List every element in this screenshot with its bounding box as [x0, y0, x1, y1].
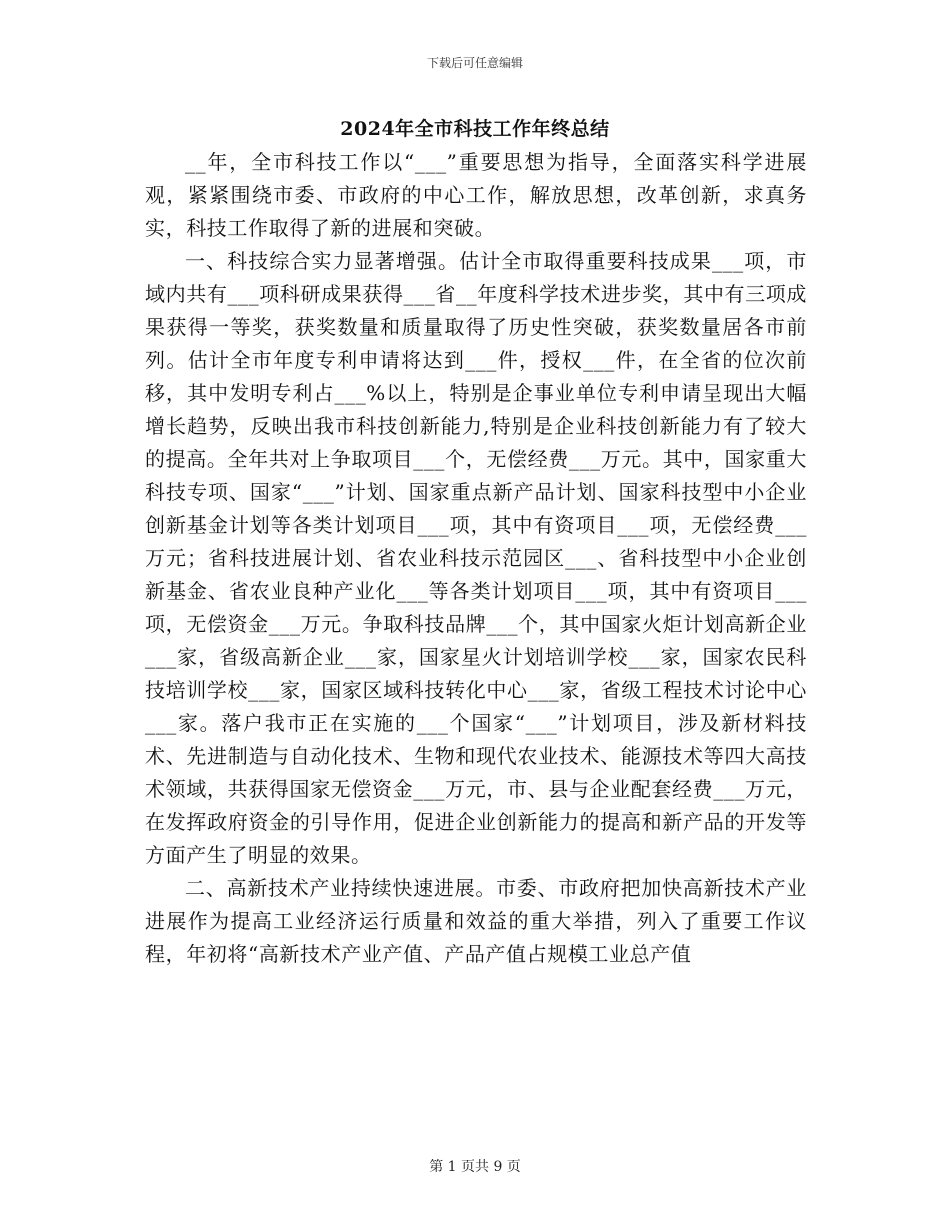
page-number-footer: 第 1 页共 9 页 — [429, 1159, 521, 1175]
document-title: 2024年全市科技工作年终总结 — [340, 118, 610, 140]
paragraph-section-2: 二、高新技术产业持续快速进展。市委、市政府把加快高新技术产业进展作为提高工业经济运行质量和效益的重大举措，列入了重要工作议程，年初将“高新技术产业产值、产品产值占规模工业总产值 — [145, 876, 807, 966]
document-body — [145, 146, 807, 971]
page-header-note: 下载后可任意编辑 — [426, 56, 523, 70]
paragraph-section-1: 一、科技综合实力显著增强。估计全市取得重要科技成果___项，市域内共有___项科研成果获得___省__年度科学技术进步奖，其中有三项成果获得一等奖，获奖数量和质量取得了历史性突破，获奖数量居各市前列。估计全市年度专利申请将达到___件，授权___件，在全省的位次前移，其中发明专利占___%以上，特别是企事业单位专利申请呈现出大幅增长趋势，反映出我市科技创新能力,特别是企业科技创新能力有了较大的提高。全年共对上争取项目___个，无偿经费___万元。其中，国家重大科技专项、国家“___”计划、国家重点新产品计划、国家科技型中小企业创新基金计划等各类计划项目___项，其中有资项目___项，无偿经费___万元；省科技进展计划、省农业科技示范园区___、省科技型中小企业创新基金、省农业良种产业化___等各类计划项目___项，其中有资项目___项，无偿资金___万元。争取科技品牌___个，其中国家火炬计划高新企业___家，省级高新企业___家，国家星火计划培训学校___家，国家农民科技培训学校___家，国家区域科技转化中心___家，省级工程技术讨论中心___家。落户我市正在实施的___个国家“___”计划项目，涉及新材料技术、先进制造与自动化技术、生物和现代农业技术、能源技术等四大高技术领域，共获得国家无偿资金___万元，市、县与企业配套经费___万元，在发挥政府资金的引导作用，促进企业创新能力的提高和新产品的开发等方面产生了明显的效果。 — [145, 249, 807, 867]
paragraph-intro: __年，全市科技工作以“___”重要思想为指导，全面落实科学进展观，紧紧围绕市委、市政府的中心工作，解放思想，改革创新，求真务实，科技工作取得了新的进展和突破。 — [145, 150, 807, 240]
